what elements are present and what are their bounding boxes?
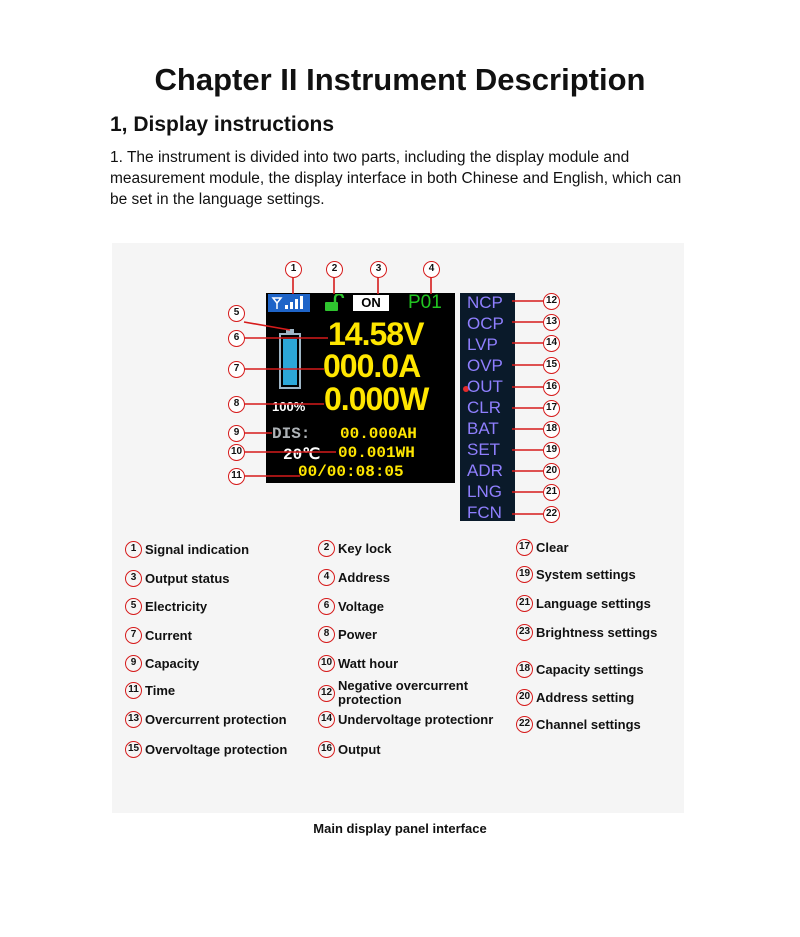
legend-label: Key lock <box>338 541 392 557</box>
watt-hour-readout: 00.001WH <box>338 444 415 462</box>
legend-number: 12 <box>318 685 335 702</box>
address-readout: P01 <box>408 292 442 313</box>
legend-label: Address setting <box>536 690 635 706</box>
callout-9: 9 <box>228 425 245 442</box>
callout-16: 16 <box>543 379 560 396</box>
legend-item <box>125 741 287 758</box>
time-readout: 00/00:08:05 <box>298 463 404 481</box>
legend-number: 23 <box>516 624 533 641</box>
legend-number: 5 <box>125 598 142 615</box>
legend-number: 15 <box>125 741 142 758</box>
legend-number: 21 <box>516 595 533 612</box>
output-status: ON <box>353 295 389 311</box>
legend-item <box>318 679 488 707</box>
legend-label: Capacity settings <box>536 662 644 678</box>
callout-18: 18 <box>543 421 560 438</box>
legend-number: 3 <box>125 570 142 587</box>
legend-label: Channel settings <box>536 717 641 733</box>
legend-item <box>318 598 384 615</box>
legend-label: Address <box>338 570 391 586</box>
legend-label: Language settings <box>536 596 651 612</box>
legend-item <box>318 741 381 758</box>
legend-label: Overvoltage protection <box>145 742 288 758</box>
legend-item <box>125 541 249 558</box>
legend-number: 6 <box>318 598 335 615</box>
legend-label: Brightness settings <box>536 625 658 641</box>
callout-2: 2 <box>326 261 343 278</box>
callout-7: 7 <box>228 361 245 378</box>
legend-label: Capacity <box>145 656 200 672</box>
voltage-readout: 14.58V <box>328 316 424 352</box>
callout-1: 1 <box>285 261 302 278</box>
legend-item <box>125 655 199 672</box>
callout-6: 6 <box>228 330 245 347</box>
legend-item <box>516 566 636 583</box>
menu-item-ocp[interactable]: OCP <box>467 314 504 333</box>
legend-number: 2 <box>318 540 335 557</box>
legend-label: Voltage <box>338 599 384 615</box>
figure-caption: Main display panel interface <box>313 821 487 836</box>
menu-item-lvp[interactable]: LVP <box>467 335 498 354</box>
menu-item-bat[interactable]: BAT <box>467 419 499 438</box>
power-readout: 0.000W <box>324 381 429 417</box>
legend-item <box>125 570 230 587</box>
callout-17: 17 <box>543 400 560 417</box>
legend-number: 16 <box>318 741 335 758</box>
legend-number: 22 <box>516 716 533 733</box>
callout-4: 4 <box>423 261 440 278</box>
legend-item <box>516 595 651 612</box>
legend-item <box>318 569 390 586</box>
section-heading: 1, Display instructions <box>110 113 335 136</box>
legend-item <box>318 626 377 643</box>
legend-label: Undervoltage protectionr <box>338 712 494 728</box>
legend-number: 1 <box>125 541 142 558</box>
legend-label: Overcurrent protection <box>145 712 287 728</box>
menu-item-lng[interactable]: LNG <box>467 482 502 501</box>
capacity-label: DIS: <box>272 425 311 443</box>
menu-item-fcn[interactable]: FCN <box>467 503 502 522</box>
menu-item-clr[interactable]: CLR <box>467 398 502 417</box>
legend-label: Output <box>338 742 381 758</box>
legend-number: 9 <box>125 655 142 672</box>
callout-15: 15 <box>543 357 560 374</box>
legend-number: 19 <box>516 566 533 583</box>
legend-number: 20 <box>516 689 533 706</box>
legend-item <box>516 716 641 733</box>
legend-label: Current <box>145 628 192 644</box>
callout-22: 22 <box>543 506 560 523</box>
callout-12: 12 <box>543 293 560 310</box>
callout-19: 19 <box>543 442 560 459</box>
legend-item <box>318 655 398 672</box>
legend-item <box>125 627 192 644</box>
legend-label: System settings <box>536 567 636 583</box>
temperature-readout: 20℃ <box>283 446 321 464</box>
legend-item <box>318 711 493 728</box>
legend-number: 17 <box>516 539 533 556</box>
legend-item <box>516 539 569 556</box>
legend-number: 14 <box>318 711 335 728</box>
callout-20: 20 <box>543 463 560 480</box>
legend-number: 4 <box>318 569 335 586</box>
legend-item <box>516 624 657 641</box>
page-title: Chapter II Instrument Description <box>154 62 646 97</box>
legend-item <box>125 711 287 728</box>
callout-3: 3 <box>370 261 387 278</box>
callout-11: 11 <box>228 468 245 485</box>
legend-label: Signal indication <box>145 542 250 558</box>
legend-number: 11 <box>125 682 142 699</box>
menu-item-set[interactable]: SET <box>467 440 501 459</box>
legend-item <box>125 598 207 615</box>
callout-10: 10 <box>228 444 245 461</box>
current-readout: 000.0A <box>323 348 421 384</box>
battery-percent: 100% <box>272 399 306 414</box>
menu-item-ovp[interactable]: OVP <box>467 356 503 375</box>
intro-paragraph: 1. The instrument is divided into two parts, including the display module and measurement module, the display interface in both Chinese and English, which can be set in the language settings. <box>110 149 682 208</box>
menu-item-adr[interactable]: ADR <box>467 461 503 480</box>
legend-number: 7 <box>125 627 142 644</box>
legend-label: Clear <box>536 540 569 556</box>
capacity-readout: 00.000AH <box>340 425 417 443</box>
legend-label: Output status <box>145 571 230 587</box>
legend-number: 18 <box>516 661 533 678</box>
legend-label: Power <box>338 627 378 643</box>
legend-number: 10 <box>318 655 335 672</box>
legend-item <box>125 682 175 699</box>
callout-13: 13 <box>543 314 560 331</box>
callout-21: 21 <box>543 484 560 501</box>
legend-item <box>318 540 391 557</box>
menu-item-ncp[interactable]: NCP <box>467 293 503 312</box>
callout-5: 5 <box>228 305 245 322</box>
callout-14: 14 <box>543 335 560 352</box>
legend-number: 8 <box>318 626 335 643</box>
legend-item <box>516 689 634 706</box>
legend-label: Watt hour <box>338 656 399 672</box>
legend-label: Electricity <box>145 599 208 615</box>
legend-label: Time <box>145 683 176 699</box>
legend-number: 13 <box>125 711 142 728</box>
legend-item <box>516 661 644 678</box>
menu-item-out[interactable]: OUT <box>467 377 503 396</box>
callout-8: 8 <box>228 396 245 413</box>
legend-label: Negative overcurrent protection <box>338 678 469 707</box>
